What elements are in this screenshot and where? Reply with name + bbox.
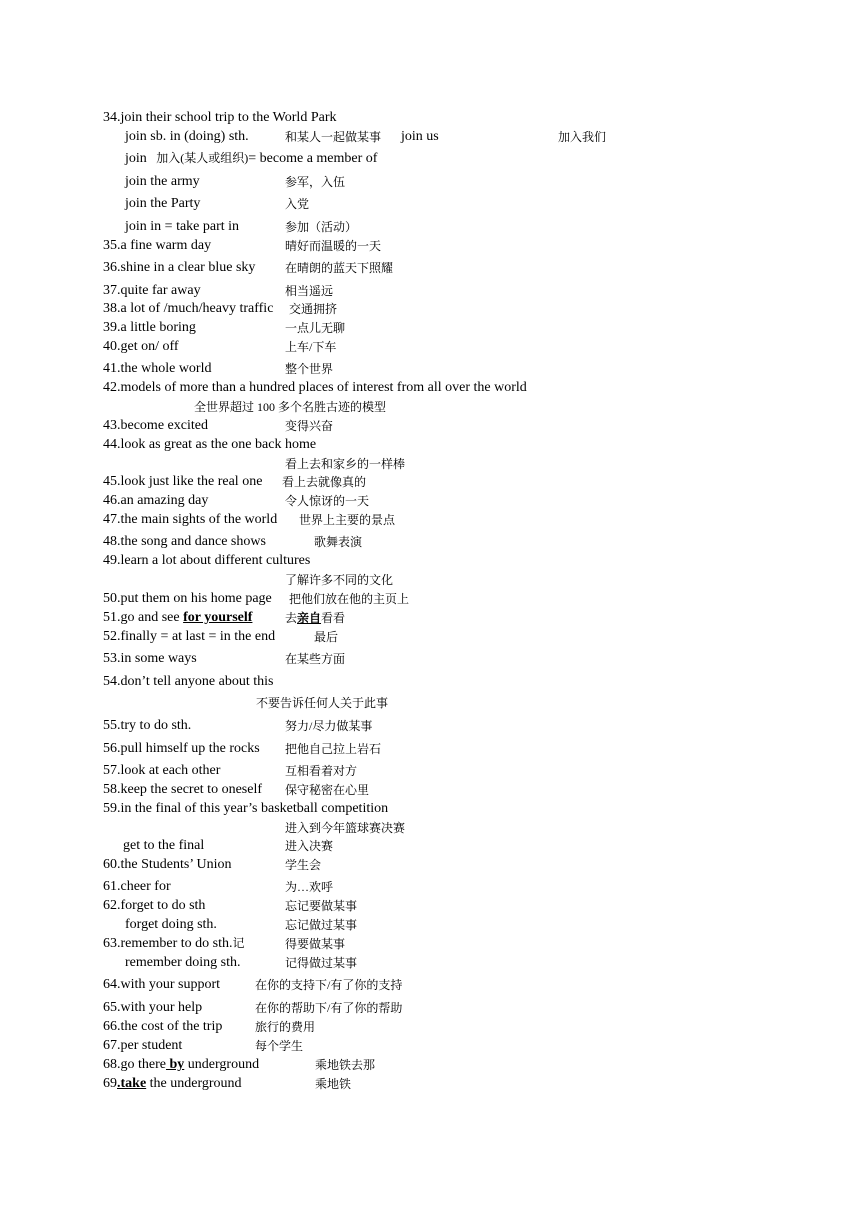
item-53-meaning: 在某些方面 [285,652,346,666]
item-61-phrase: 61.cheer for [103,879,171,894]
item-66-meaning: 旅行的费用 [255,1020,316,1034]
item-67-meaning: 每个学生 [255,1039,304,1053]
item-62-phrase: 62.forget to do sth [103,898,206,913]
item-60-phrase: 60.the Students’ Union [103,857,232,872]
item-45-phrase: 45.look just like the real one [103,474,263,489]
item-44-meaning: 看上去和家乡的一样棒 [285,457,406,471]
item-34b-equals: = become a member of [248,151,378,166]
item-45-meaning: 看上去就像真的 [282,475,367,489]
item-57-phrase: 57.look at each other [103,763,221,778]
item-52-phrase: 52.finally = at last = in the end [103,629,276,644]
item-65-phrase: 65.with your help [103,1000,203,1015]
item-51-meaning-bold: 亲自 [297,611,322,625]
item-69-phrase [103,1077,242,1091]
item-39-phrase: 39.a little boring [103,320,196,335]
item-58-meaning: 保守秘密在心里 [285,783,370,797]
item-41-phrase: 41.the whole world [103,361,212,376]
item-69-phrase-start: 69 [103,1076,117,1091]
item-34a-meaning: 和某人一起做某事 [285,130,382,144]
item-68-meaning: 乘地铁去那 [315,1058,376,1072]
item-38-meaning: 交通拥挤 [289,302,338,316]
item-51-phrase [103,611,252,625]
item-34a-phrase2: join us [401,129,439,144]
item-69-phrase-bold: .take [117,1076,147,1091]
item-34e-meaning: 参加（活动） [285,220,358,234]
item-59-phrase: 59.in the final of this year’s basketball competition [103,801,389,816]
item-68-phrase-start: 68.go there [103,1057,166,1072]
item-39-meaning: 一点儿无聊 [285,321,346,335]
item-42-phrase: 42.models of more than a hundred places of interest from all over the world [103,380,527,395]
item-63-meaning: 得要做某事 [285,937,346,951]
item-34-phrase: 34.join their school trip to the World Park [103,110,337,125]
item-38-phrase: 38.a lot of /much/heavy traffic [103,301,274,316]
item-68-phrase [103,1058,259,1072]
item-34c-phrase: join the army [125,174,200,189]
item-37-phrase: 37.quite far away [103,283,201,298]
item-34d-phrase: join the Party [125,196,201,211]
item-56-meaning: 把他自己拉上岩石 [285,742,382,756]
item-68-phrase-bold: by [165,1057,185,1072]
item-48-meaning: 歌舞表演 [314,535,363,549]
item-68-phrase-end: underground [184,1057,260,1072]
item-42-meaning: 全世界超过 100 多个名胜古迹的模型 [194,400,387,414]
item-50-phrase: 50.put them on his home page [103,591,272,606]
item-52-meaning: 最后 [314,630,339,644]
item-57-meaning: 互相看着对方 [285,764,358,778]
item-63-phrase-text: 63.remember to do sth. [103,936,233,951]
item-34b-phrase: join [125,151,147,166]
item-34b-meaning: 加入(某人或组织) [156,151,249,165]
item-46-phrase: 46.an amazing day [103,493,209,508]
item-48-phrase: 48.the song and dance shows [103,534,266,549]
item-55-phrase: 55.try to do sth. [103,718,192,733]
item-44-phrase: 44.look as great as the one back home [103,437,317,452]
item-62a-meaning: 忘记做过某事 [285,918,358,932]
item-36-meaning: 在晴朗的蓝天下照耀 [285,261,394,275]
item-34e-phrase: join in = take part in [125,219,240,234]
item-56-phrase: 56.pull himself up the rocks [103,741,260,756]
item-34a-meaning2: 加入我们 [558,130,607,144]
item-40-phrase: 40.get on/ off [103,339,179,354]
item-59-meaning: 进入到今年篮球赛决赛 [285,821,406,835]
item-65-meaning: 在你的帮助下/有了你的帮助 [255,1001,403,1015]
item-34d-meaning: 入党 [285,197,310,211]
item-49-meaning: 了解许多不同的文化 [285,573,394,587]
item-53-phrase: 53.in some ways [103,651,197,666]
item-34a-phrase: join sb. in (doing) sth. [125,129,249,144]
item-43-phrase: 43.become excited [103,418,208,433]
item-34b-line [125,152,377,166]
item-63-meaning-pre: 记 [232,936,245,950]
item-41-meaning: 整个世界 [285,362,334,376]
item-66-phrase: 66.the cost of the trip [103,1019,223,1034]
item-34c-meaning: 参军，入伍 [285,175,346,189]
item-64-phrase: 64.with your support [103,977,221,992]
item-37-meaning: 相当遥远 [285,284,334,298]
item-51-phrase-start: 51.go and see [103,610,184,625]
item-35-phrase: 35.a fine warm day [103,238,212,253]
item-63a-meaning: 记得做过某事 [285,956,358,970]
item-35-meaning: 晴好而温暖的一天 [285,239,382,253]
item-63-phrase [103,937,245,951]
item-47-meaning: 世界上主要的景点 [299,513,396,527]
item-60-meaning: 学生会 [285,858,322,872]
item-55-meaning: 努力/尽力做某事 [285,719,373,733]
item-69-meaning: 乘地铁 [315,1077,352,1091]
item-59a-phrase: get to the final [123,838,205,853]
item-51-phrase-bold: for yourself [183,610,253,625]
item-63a-phrase: remember doing sth. [125,955,241,970]
item-47-phrase: 47.the main sights of the world [103,512,278,527]
item-64-meaning: 在你的支持下/有了你的支持 [255,978,403,992]
item-51-meaning [285,612,345,624]
item-43-meaning: 变得兴奋 [285,419,334,433]
item-58-phrase: 58.keep the secret to oneself [103,782,262,797]
item-46-meaning: 令人惊讶的一天 [285,494,370,508]
item-54-meaning: 不要告诉任何人关于此事 [256,696,389,710]
item-51-meaning-end: 看看 [321,611,346,625]
item-49-phrase: 49.learn a lot about different cultures [103,553,311,568]
item-51-meaning-start: 去 [285,611,298,625]
item-62a-phrase: forget doing sth. [125,917,217,932]
item-69-phrase-end: the underground [146,1076,242,1091]
item-54-phrase: 54.don’t tell anyone about this [103,674,274,689]
item-67-phrase: 67.per student [103,1038,183,1053]
item-36-phrase: 36.shine in a clear blue sky [103,260,256,275]
item-40-meaning: 上车/下车 [285,340,337,354]
item-50-meaning: 把他们放在他的主页上 [289,592,410,606]
item-62-meaning: 忘记要做某事 [285,899,358,913]
item-59a-meaning: 进入决赛 [285,839,334,853]
item-61-meaning: 为…欢呼 [285,880,334,894]
